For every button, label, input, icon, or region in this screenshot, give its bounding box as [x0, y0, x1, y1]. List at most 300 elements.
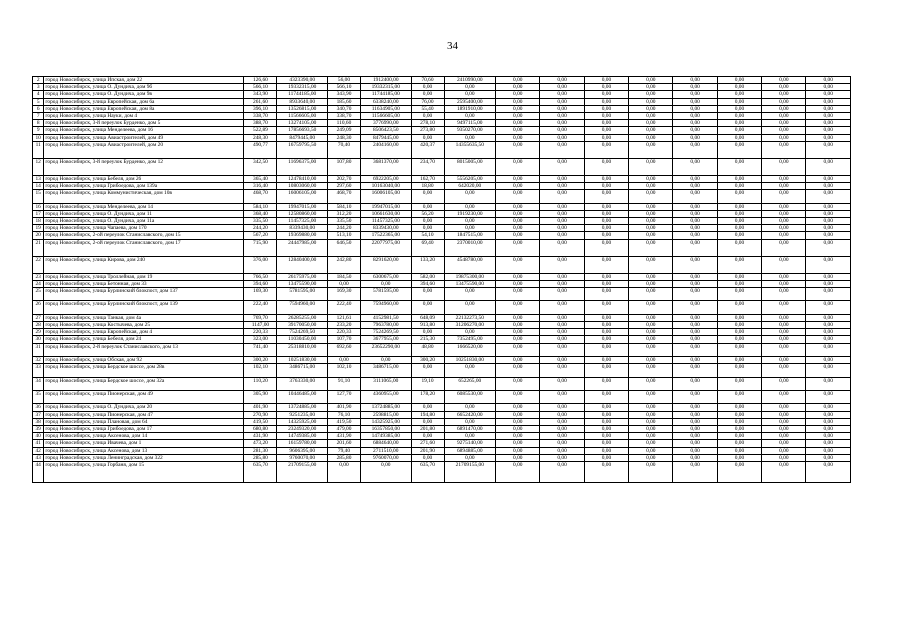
value-cell: 0,00 [584, 336, 628, 343]
table-row [33, 225, 851, 232]
value-cell: 0,00 [717, 391, 761, 404]
value-cell: 79,40 [327, 447, 360, 454]
table-row [33, 426, 851, 433]
value-cell: 7524269,50 [277, 329, 328, 336]
value-cell: 0,00 [411, 225, 444, 232]
value-cell: 0,00 [584, 462, 628, 483]
value-cell: 0,00 [540, 454, 584, 461]
value-cell: 3681370,00 [360, 158, 411, 175]
value-cell: 0,00 [411, 84, 444, 91]
value-cell: 19332315,00 [277, 84, 328, 91]
value-cell: 0,00 [629, 411, 673, 418]
value-cell: 19947015,00 [360, 203, 411, 210]
row-number-cell: 2 [33, 77, 44, 84]
value-cell: 0,00 [673, 175, 717, 182]
value-cell: 8015005,00 [444, 158, 496, 175]
value-cell: 10251830,00 [444, 357, 496, 364]
value-cell: 1666520,00 [444, 343, 496, 356]
address-cell: город Новосибирск, улица Науки, дом 4 [44, 113, 244, 120]
value-cell: 365,40 [244, 175, 277, 182]
address-cell: город Новосибирск, улица Бурлинский блокпост, дом 139 [44, 301, 244, 314]
value-cell: 0,00 [806, 91, 851, 98]
address-cell: город Новосибирск, 3-й переулок Бурденко, дом 5 [44, 120, 244, 127]
value-cell: 6338240,00 [360, 98, 411, 105]
value-cell: 184,50 [327, 273, 360, 280]
value-cell: 0,00 [673, 433, 717, 440]
value-cell: 18,80 [411, 183, 444, 190]
value-cell: 0,00 [496, 225, 540, 232]
value-cell: 0,00 [584, 391, 628, 404]
value-cell: 0,00 [717, 225, 761, 232]
value-cell: 0,00 [673, 411, 717, 418]
value-cell: 646,50 [327, 239, 360, 256]
value-cell: 0,00 [673, 377, 717, 390]
value-cell: 281,30 [244, 447, 277, 454]
value-cell: 0,00 [540, 190, 584, 203]
value-cell: 0,00 [762, 127, 806, 134]
row-number-cell: 20 [33, 232, 44, 239]
value-cell: 0,00 [762, 462, 806, 483]
value-cell: 0,00 [496, 322, 540, 329]
page-number: 34 [447, 40, 458, 52]
value-cell: 0,00 [673, 336, 717, 343]
table-row [33, 77, 851, 84]
value-cell: 769,70 [244, 314, 277, 321]
value-cell: 0,00 [496, 183, 540, 190]
address-cell: город Новосибирск, улица Менделеева, дом 16 [44, 127, 244, 134]
value-cell: 0,00 [496, 411, 540, 418]
value-cell: 419,50 [327, 418, 360, 425]
value-cell: 0,00 [629, 210, 673, 217]
value-cell: 0,00 [673, 203, 717, 210]
value-cell: 0,00 [673, 343, 717, 356]
value-cell: 9350270,00 [444, 127, 496, 134]
value-cell: 0,00 [806, 301, 851, 314]
value-cell: 0,00 [629, 91, 673, 98]
table-row [33, 433, 851, 440]
value-cell: 9606395,00 [277, 447, 328, 454]
value-cell: 368,40 [244, 210, 277, 217]
value-cell: 343,90 [244, 91, 277, 98]
value-cell: 19875300,00 [444, 273, 496, 280]
row-number-cell: 24 [33, 280, 44, 287]
value-cell: 10446485,00 [277, 391, 328, 404]
value-cell: 0,00 [717, 134, 761, 141]
value-cell: 401,90 [244, 404, 277, 411]
value-cell: 25318810,00 [277, 343, 328, 356]
value-cell: 0,00 [806, 391, 851, 404]
value-cell: 6085530,00 [444, 391, 496, 404]
value-cell: 335,50 [244, 218, 277, 225]
table-row [33, 454, 851, 461]
value-cell: 0,00 [806, 232, 851, 239]
row-number-cell: 11 [33, 141, 44, 158]
row-number-cell: 28 [33, 322, 44, 329]
value-cell: 22132273,50 [444, 314, 496, 321]
value-cell: 121,61 [327, 314, 360, 321]
value-cell: 7594960,00 [360, 301, 411, 314]
value-cell: 9251235,00 [277, 411, 328, 418]
value-cell: 584,10 [327, 203, 360, 210]
value-cell: 11457325,00 [360, 218, 411, 225]
value-cell: 323,00 [244, 336, 277, 343]
value-cell: 0,00 [629, 98, 673, 105]
value-cell: 178,20 [411, 391, 444, 404]
table-row [33, 314, 851, 321]
value-cell: 11696375,00 [277, 158, 328, 175]
value-cell: 0,00 [540, 210, 584, 217]
value-cell: 14749385,00 [360, 433, 411, 440]
value-cell: 0,00 [496, 175, 540, 182]
value-cell: 513,10 [327, 232, 360, 239]
row-number-cell: 42 [33, 447, 44, 454]
value-cell: 0,00 [540, 98, 584, 105]
table-row [33, 113, 851, 120]
value-cell: 8339430,00 [360, 225, 411, 232]
value-cell: 0,00 [584, 357, 628, 364]
value-cell: 0,00 [717, 84, 761, 91]
value-cell: 0,00 [762, 203, 806, 210]
value-cell: 185,60 [327, 98, 360, 105]
value-cell: 1147,00 [244, 322, 277, 329]
value-cell: 0,00 [444, 134, 496, 141]
value-cell: 0,00 [629, 232, 673, 239]
value-cell: 0,00 [496, 105, 540, 112]
address-cell: город Новосибирск, улица Чапаева, дом 170 [44, 225, 244, 232]
value-cell: 0,00 [444, 225, 496, 232]
value-cell: 0,00 [629, 343, 673, 356]
value-cell: 0,00 [673, 314, 717, 321]
address-cell: город Новосибирск, улица Ипская, дом 22 [44, 77, 244, 84]
value-cell: 4548780,00 [444, 256, 496, 273]
value-cell: 0,00 [584, 454, 628, 461]
value-cell: 468,70 [327, 190, 360, 203]
value-cell: 0,00 [496, 288, 540, 301]
value-cell: 0,00 [762, 391, 806, 404]
value-cell: 0,00 [584, 225, 628, 232]
value-cell: 0,00 [444, 433, 496, 440]
address-cell: город Новосибирск, улица Авиастроителей, дом 49 [44, 134, 244, 141]
value-cell: 0,00 [673, 84, 717, 91]
value-cell: 522,89 [244, 127, 277, 134]
value-cell: 0,00 [540, 288, 584, 301]
value-cell: 0,00 [673, 322, 717, 329]
value-cell: 0,00 [673, 364, 717, 377]
value-cell: 305,90 [244, 391, 277, 404]
address-cell: город Новосибирск, улица Европейская, дом 6а [44, 98, 244, 105]
value-cell: 0,00 [762, 364, 806, 377]
value-cell: 0,00 [717, 120, 761, 127]
value-cell: 0,00 [629, 175, 673, 182]
value-cell: 1912400,00 [360, 77, 411, 84]
address-cell: город Новосибирск, улица Коммунистическая, дом 10в [44, 190, 244, 203]
value-cell: 2595400,00 [444, 98, 496, 105]
value-cell: 335,50 [327, 218, 360, 225]
value-cell: 0,00 [584, 433, 628, 440]
value-cell: 0,00 [629, 183, 673, 190]
value-cell: 567,20 [244, 232, 277, 239]
value-cell: 0,00 [806, 113, 851, 120]
value-cell: 0,00 [411, 404, 444, 411]
value-cell: 110,60 [327, 120, 360, 127]
value-cell: 0,00 [496, 218, 540, 225]
value-cell: 10661630,00 [360, 210, 411, 217]
value-cell: 0,00 [540, 203, 584, 210]
address-cell: город Новосибирск, улица О. Дундича, дом 9в [44, 91, 244, 98]
value-cell: 0,00 [540, 218, 584, 225]
table-row [33, 183, 851, 190]
value-cell: 0,00 [444, 218, 496, 225]
table-row [33, 440, 851, 447]
value-cell: 1919230,00 [444, 210, 496, 217]
value-cell: 0,00 [411, 301, 444, 314]
address-cell: город Новосибирск, улица Пионерская, дом 49 [44, 391, 244, 404]
row-number-cell: 5 [33, 98, 44, 105]
value-cell: 0,00 [673, 454, 717, 461]
row-number-cell: 32 [33, 357, 44, 364]
value-cell: 0,00 [584, 113, 628, 120]
value-cell: 13526815,00 [277, 105, 328, 112]
value-cell: 0,00 [629, 329, 673, 336]
value-cell: 11566605,00 [360, 113, 411, 120]
value-cell: 0,00 [629, 288, 673, 301]
table-row [33, 301, 851, 314]
value-cell: 0,00 [629, 404, 673, 411]
value-cell: 2711510,00 [360, 447, 411, 454]
value-cell: 0,00 [584, 256, 628, 273]
value-cell: 0,00 [411, 288, 444, 301]
value-cell: 0,00 [496, 357, 540, 364]
row-number-cell: 18 [33, 218, 44, 225]
value-cell: 69,40 [411, 239, 444, 256]
value-cell: 0,00 [444, 329, 496, 336]
value-cell: 0,00 [584, 280, 628, 287]
value-cell: 0,00 [673, 127, 717, 134]
value-cell: 248,30 [327, 134, 360, 141]
value-cell: 0,00 [762, 440, 806, 447]
value-cell: 0,00 [762, 314, 806, 321]
row-number-cell: 38 [33, 418, 44, 425]
value-cell: 7594960,00 [277, 301, 328, 314]
value-cell: 0,00 [629, 141, 673, 158]
value-cell: 0,00 [444, 454, 496, 461]
value-cell: 0,00 [717, 418, 761, 425]
value-cell: 0,00 [762, 175, 806, 182]
table-row [33, 127, 851, 134]
row-number-cell: 33 [33, 364, 44, 377]
table-row [33, 91, 851, 98]
value-cell: 0,00 [496, 134, 540, 141]
value-cell: 91,10 [327, 377, 360, 390]
value-cell: 0,00 [444, 288, 496, 301]
value-cell: 0,00 [673, 256, 717, 273]
value-cell: 0,00 [327, 462, 360, 483]
value-cell: 0,00 [762, 120, 806, 127]
value-cell: 0,00 [762, 141, 806, 158]
value-cell: 70,60 [411, 77, 444, 84]
table-row [33, 218, 851, 225]
value-cell: 0,00 [496, 141, 540, 158]
value-cell: 0,00 [629, 218, 673, 225]
address-cell: город Новосибирск, улица О. Дундича, дом 20 [44, 404, 244, 411]
value-cell: 0,00 [673, 232, 717, 239]
value-cell: 0,00 [584, 175, 628, 182]
value-cell: 11566605,00 [277, 113, 328, 120]
value-cell: 0,00 [762, 426, 806, 433]
value-cell: 0,00 [717, 91, 761, 98]
row-number-cell: 37 [33, 411, 44, 418]
value-cell: 5556205,00 [444, 175, 496, 182]
value-cell: 0,00 [540, 426, 584, 433]
value-cell: 0,00 [540, 377, 584, 390]
value-cell: 0,00 [540, 314, 584, 321]
value-cell: 0,00 [806, 183, 851, 190]
value-cell: 376,00 [244, 256, 277, 273]
value-cell: 394,60 [244, 280, 277, 287]
table-row [33, 84, 851, 91]
value-cell: 0,00 [629, 301, 673, 314]
value-cell: 0,00 [496, 391, 540, 404]
value-cell: 0,00 [717, 203, 761, 210]
value-cell: 169,30 [327, 288, 360, 301]
value-cell: 0,00 [806, 411, 851, 418]
value-cell: 0,00 [584, 314, 628, 321]
value-cell: 0,00 [411, 454, 444, 461]
value-cell: 0,00 [717, 404, 761, 411]
value-cell: 222,40 [327, 301, 360, 314]
value-cell: 8933640,00 [277, 98, 328, 105]
value-cell: 0,00 [629, 462, 673, 483]
value-cell: 21709155,00 [444, 462, 496, 483]
row-number-cell: 27 [33, 314, 44, 321]
address-cell: город Новосибирск, улица Бетонная, дом 33 [44, 280, 244, 287]
value-cell: 0,00 [717, 301, 761, 314]
value-cell: 0,00 [762, 210, 806, 217]
value-cell: 0,00 [584, 343, 628, 356]
table-row [33, 190, 851, 203]
value-cell: 0,00 [496, 84, 540, 91]
value-cell: 24447985,00 [277, 239, 328, 256]
value-cell: 0,00 [444, 203, 496, 210]
table-row [33, 210, 851, 217]
value-cell: 0,00 [629, 418, 673, 425]
value-cell: 0,00 [584, 288, 628, 301]
value-cell: 0,00 [584, 426, 628, 433]
value-cell: 0,00 [806, 336, 851, 343]
value-cell: 0,00 [584, 141, 628, 158]
value-cell: 692,60 [327, 343, 360, 356]
value-cell: 0,00 [540, 91, 584, 98]
row-number-cell: 9 [33, 127, 44, 134]
value-cell: 338,70 [244, 113, 277, 120]
value-cell: 76,00 [411, 98, 444, 105]
value-cell: 642020,00 [444, 183, 496, 190]
value-cell: 0,00 [717, 447, 761, 454]
value-cell: 220,33 [244, 329, 277, 336]
value-cell: 0,00 [540, 175, 584, 182]
value-cell: 0,00 [673, 273, 717, 280]
value-cell: 23652290,00 [360, 343, 411, 356]
value-cell: 0,00 [673, 98, 717, 105]
value-cell: 0,00 [540, 120, 584, 127]
value-cell: 0,00 [673, 91, 717, 98]
value-cell: 10251830,00 [277, 357, 328, 364]
value-cell: 584,10 [244, 203, 277, 210]
value-cell: 0,00 [540, 141, 584, 158]
value-cell: 13724885,00 [277, 404, 328, 411]
value-cell: 0,00 [584, 98, 628, 105]
value-cell: 0,00 [540, 232, 584, 239]
value-cell: 0,00 [717, 175, 761, 182]
value-cell: 215,30 [411, 336, 444, 343]
value-cell: 0,00 [584, 77, 628, 84]
value-cell: 13475590,00 [444, 280, 496, 287]
value-cell: 6894885,00 [444, 447, 496, 454]
value-cell: 4152981,50 [360, 314, 411, 321]
value-cell: 6884640,00 [360, 440, 411, 447]
value-cell: 715,90 [244, 239, 277, 256]
value-cell: 0,00 [762, 322, 806, 329]
value-cell: 19369880,00 [277, 232, 328, 239]
value-cell: 0,00 [411, 418, 444, 425]
row-number-cell: 36 [33, 404, 44, 411]
value-cell: 0,00 [327, 280, 360, 287]
value-cell: 0,00 [717, 158, 761, 175]
address-cell: город Новосибирск, 3-й переулок Бурденко, дом 12 [44, 158, 244, 175]
value-cell: 76,10 [327, 411, 360, 418]
value-cell: 26175975,00 [277, 273, 328, 280]
value-cell: 11744185,00 [360, 91, 411, 98]
value-cell: 9497115,00 [444, 120, 496, 127]
value-cell: 0,00 [806, 329, 851, 336]
value-cell: 0,00 [717, 105, 761, 112]
row-number-cell: 22 [33, 256, 44, 273]
value-cell: 3776990,00 [360, 120, 411, 127]
value-cell: 8506423,50 [360, 127, 411, 134]
value-cell: 0,00 [444, 113, 496, 120]
value-cell: 0,00 [629, 273, 673, 280]
value-cell: 56,00 [327, 77, 360, 84]
value-cell: 0,00 [762, 329, 806, 336]
value-cell: 0,00 [629, 113, 673, 120]
value-cell: 201,60 [327, 440, 360, 447]
value-cell: 3486715,00 [360, 364, 411, 377]
value-cell: 0,00 [717, 357, 761, 364]
value-cell: 0,00 [629, 322, 673, 329]
value-cell: 4323390,00 [277, 77, 328, 84]
value-cell: 0,00 [673, 447, 717, 454]
value-cell: 0,00 [717, 210, 761, 217]
value-cell: 0,00 [762, 218, 806, 225]
value-cell: 3111065,00 [360, 377, 411, 390]
value-cell: 0,00 [584, 440, 628, 447]
value-cell: 14325925,00 [277, 418, 328, 425]
value-cell: 278,10 [411, 120, 444, 127]
table-row [33, 280, 851, 287]
value-cell: 0,00 [584, 120, 628, 127]
value-cell: 0,00 [584, 105, 628, 112]
value-cell: 55,40 [411, 105, 444, 112]
value-cell: 0,00 [540, 447, 584, 454]
value-cell: 0,00 [540, 113, 584, 120]
address-cell: город Новосибирск, улица О. Дундича, дом 11 [44, 210, 244, 217]
value-cell: 0,00 [673, 404, 717, 411]
value-cell: 0,00 [762, 225, 806, 232]
value-cell: 0,00 [584, 203, 628, 210]
value-cell: 2410990,00 [444, 77, 496, 84]
value-cell: 126,60 [244, 77, 277, 84]
value-cell: 0,00 [673, 440, 717, 447]
